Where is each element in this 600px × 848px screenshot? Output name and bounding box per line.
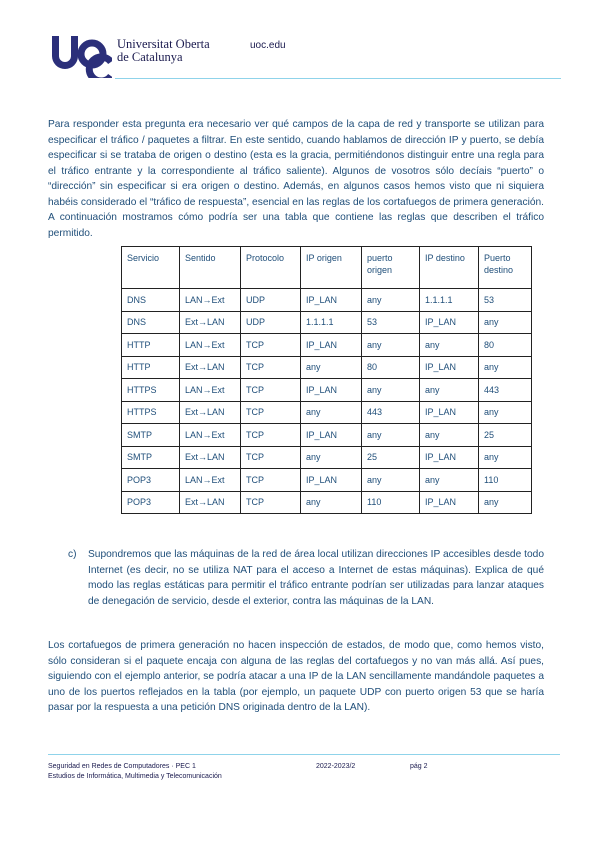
page-header bbox=[0, 0, 600, 90]
table-row bbox=[122, 311, 532, 334]
table-cell: 1.1.1.1 bbox=[301, 311, 362, 334]
table-header-cell: Servicio bbox=[122, 247, 180, 289]
university-line2: de Catalunya bbox=[117, 50, 183, 64]
table-cell: SMTP bbox=[122, 446, 180, 469]
table-cell: TCP bbox=[241, 424, 301, 447]
table-row bbox=[122, 289, 532, 312]
table-row bbox=[122, 469, 532, 492]
question-c bbox=[68, 547, 544, 609]
table-cell: Ext→LAN bbox=[180, 491, 241, 514]
table-cell: IP_LAN bbox=[420, 356, 479, 379]
table-cell: LAN→Ext bbox=[180, 379, 241, 402]
table-cell: 443 bbox=[479, 379, 532, 402]
table-cell: IP_LAN bbox=[420, 446, 479, 469]
table-cell: HTTP bbox=[122, 334, 180, 357]
table-cell: 25 bbox=[479, 424, 532, 447]
table-cell: HTTP bbox=[122, 356, 180, 379]
table-header-cell: Protocolo bbox=[241, 247, 301, 289]
table-row bbox=[122, 379, 532, 402]
table-cell: HTTPS bbox=[122, 379, 180, 402]
table-cell: LAN→Ext bbox=[180, 334, 241, 357]
footer-line1: Seguridad en Redes de Computadores · PEC 1 bbox=[48, 763, 196, 770]
footer-page: pág 2 bbox=[410, 763, 428, 770]
table-cell: any bbox=[301, 356, 362, 379]
table-cell: Ext→LAN bbox=[180, 311, 241, 334]
header-divider bbox=[115, 78, 561, 79]
table-row bbox=[122, 334, 532, 357]
table-header-cell: Sentido bbox=[180, 247, 241, 289]
footer-line2: Estudios de Informática, Multimedia y Telecomunicación bbox=[48, 773, 222, 780]
table-cell: 53 bbox=[479, 289, 532, 312]
table-cell: any bbox=[362, 469, 420, 492]
table-cell: IP_LAN bbox=[301, 424, 362, 447]
table-cell: any bbox=[301, 401, 362, 424]
table-row bbox=[122, 401, 532, 424]
table-cell: any bbox=[479, 491, 532, 514]
university-line1: Universitat Oberta bbox=[117, 37, 210, 51]
question-c-text: Supondremos que las máquinas de la red de área local utilizan direcciones IP accesibles desde todo Internet (es decir, no se utiliza NAT para el acceso a Internet de estas máquinas). Explica de qué modo las reglas estáticas para permitir el tráfico entrante podrían ser utilizadas para lanzar ataques de denegación de servicio, desde el exterior, contra las máquinas de la LAN. bbox=[88, 549, 544, 607]
table-cell: UDP bbox=[241, 311, 301, 334]
table-cell: any bbox=[479, 356, 532, 379]
table-cell: any bbox=[362, 289, 420, 312]
table-cell: 110 bbox=[362, 491, 420, 514]
paragraph-answer: Los cortafuegos de primera generación no hacen inspección de estados, de modo que, como hemos visto, sólo consideran si el paquete encaja con alguna de las reglas del cortafuegos y no van más allá. Así pues, siguiendo con el ejemplo anterior, se podría atacar a una IP de la LAN sencillamente mandándole paquetes a uno de los puertos reflejados en la tabla (por ejemplo, un paquete UDP con puerto origen 53 que se haría pasar por la respuesta a una petición DNS originada dentro de la LAN). bbox=[48, 640, 544, 713]
table-row bbox=[122, 424, 532, 447]
table-cell: 53 bbox=[362, 311, 420, 334]
table-cell: any bbox=[479, 401, 532, 424]
table-cell: TCP bbox=[241, 356, 301, 379]
table-cell: any bbox=[420, 424, 479, 447]
table-cell: 80 bbox=[362, 356, 420, 379]
table-cell: DNS bbox=[122, 289, 180, 312]
table-cell: TCP bbox=[241, 469, 301, 492]
website-link[interactable]: uoc.edu bbox=[250, 40, 286, 51]
table-cell: IP_LAN bbox=[420, 401, 479, 424]
university-name bbox=[117, 38, 210, 64]
table-cell: any bbox=[420, 379, 479, 402]
table-cell: any bbox=[420, 334, 479, 357]
table-cell: TCP bbox=[241, 446, 301, 469]
table-cell: Ext→LAN bbox=[180, 356, 241, 379]
table-cell: any bbox=[301, 446, 362, 469]
footer-course bbox=[48, 762, 222, 782]
table-header-cell: IP destino bbox=[420, 247, 479, 289]
table-cell: any bbox=[301, 491, 362, 514]
table-body bbox=[122, 289, 532, 514]
table-cell: 80 bbox=[479, 334, 532, 357]
table-cell: IP_LAN bbox=[420, 491, 479, 514]
footer-year: 2022-2023/2 bbox=[316, 763, 356, 770]
table-header-cell: Puerto destino bbox=[479, 247, 532, 289]
table-cell: IP_LAN bbox=[420, 311, 479, 334]
footer-divider bbox=[48, 754, 560, 755]
table-cell: LAN→Ext bbox=[180, 289, 241, 312]
table-cell: POP3 bbox=[122, 491, 180, 514]
table-cell: IP_LAN bbox=[301, 379, 362, 402]
table-cell: IP_LAN bbox=[301, 469, 362, 492]
table-cell: 443 bbox=[362, 401, 420, 424]
table-cell: TCP bbox=[241, 491, 301, 514]
table-header-cell: IP origen bbox=[301, 247, 362, 289]
table-cell: HTTPS bbox=[122, 401, 180, 424]
table-row bbox=[122, 446, 532, 469]
firewall-rules-table bbox=[121, 246, 532, 514]
table-cell: POP3 bbox=[122, 469, 180, 492]
table-row bbox=[122, 491, 532, 514]
table-row bbox=[122, 356, 532, 379]
table-header-cell: puerto origen bbox=[362, 247, 420, 289]
table-cell: Ext→LAN bbox=[180, 446, 241, 469]
table-cell: any bbox=[479, 446, 532, 469]
table-cell: TCP bbox=[241, 379, 301, 402]
question-c-marker: c) bbox=[68, 549, 77, 560]
table-cell: any bbox=[420, 469, 479, 492]
table-cell: LAN→Ext bbox=[180, 424, 241, 447]
table-cell: any bbox=[362, 334, 420, 357]
table-cell: 110 bbox=[479, 469, 532, 492]
table-header-row bbox=[122, 247, 532, 289]
table-cell: TCP bbox=[241, 401, 301, 424]
table-cell: IP_LAN bbox=[301, 334, 362, 357]
uoc-logo bbox=[50, 34, 112, 78]
table-cell: any bbox=[479, 311, 532, 334]
table-cell: DNS bbox=[122, 311, 180, 334]
table-cell: 25 bbox=[362, 446, 420, 469]
table-cell: SMTP bbox=[122, 424, 180, 447]
table-cell: Ext→LAN bbox=[180, 401, 241, 424]
table-cell: any bbox=[362, 424, 420, 447]
table-cell: UDP bbox=[241, 289, 301, 312]
table-cell: TCP bbox=[241, 334, 301, 357]
table-cell: any bbox=[362, 379, 420, 402]
paragraph-intro: Para responder esta pregunta era necesario ver qué campos de la capa de red y transporte se utilizan para especificar el tráfico / paquetes a filtrar. En este sentido, cuando hablamos de dirección IP y puerto, se debía especificar si se trataba de origen o destino (esta es la gracia, permitiéndonos distinguir entre una regla para el tráfico entrante y la correspondiente al tráfico saliente). Algunos de vosotros sólo decíais “puerto” o “dirección” sin especificar si era origen o destino. Además, en algunos casos hemos visto que ni siquiera habéis considerado el “tráfico de respuesta”, esencial en las reglas de los cortafuegos de primera generación. A continuación mostramos cómo podría ser una tabla que contiene las reglas que describen el tráfico permitido. bbox=[48, 119, 544, 239]
table-cell: IP_LAN bbox=[301, 289, 362, 312]
table-cell: LAN→Ext bbox=[180, 469, 241, 492]
table-cell: 1.1.1.1 bbox=[420, 289, 479, 312]
